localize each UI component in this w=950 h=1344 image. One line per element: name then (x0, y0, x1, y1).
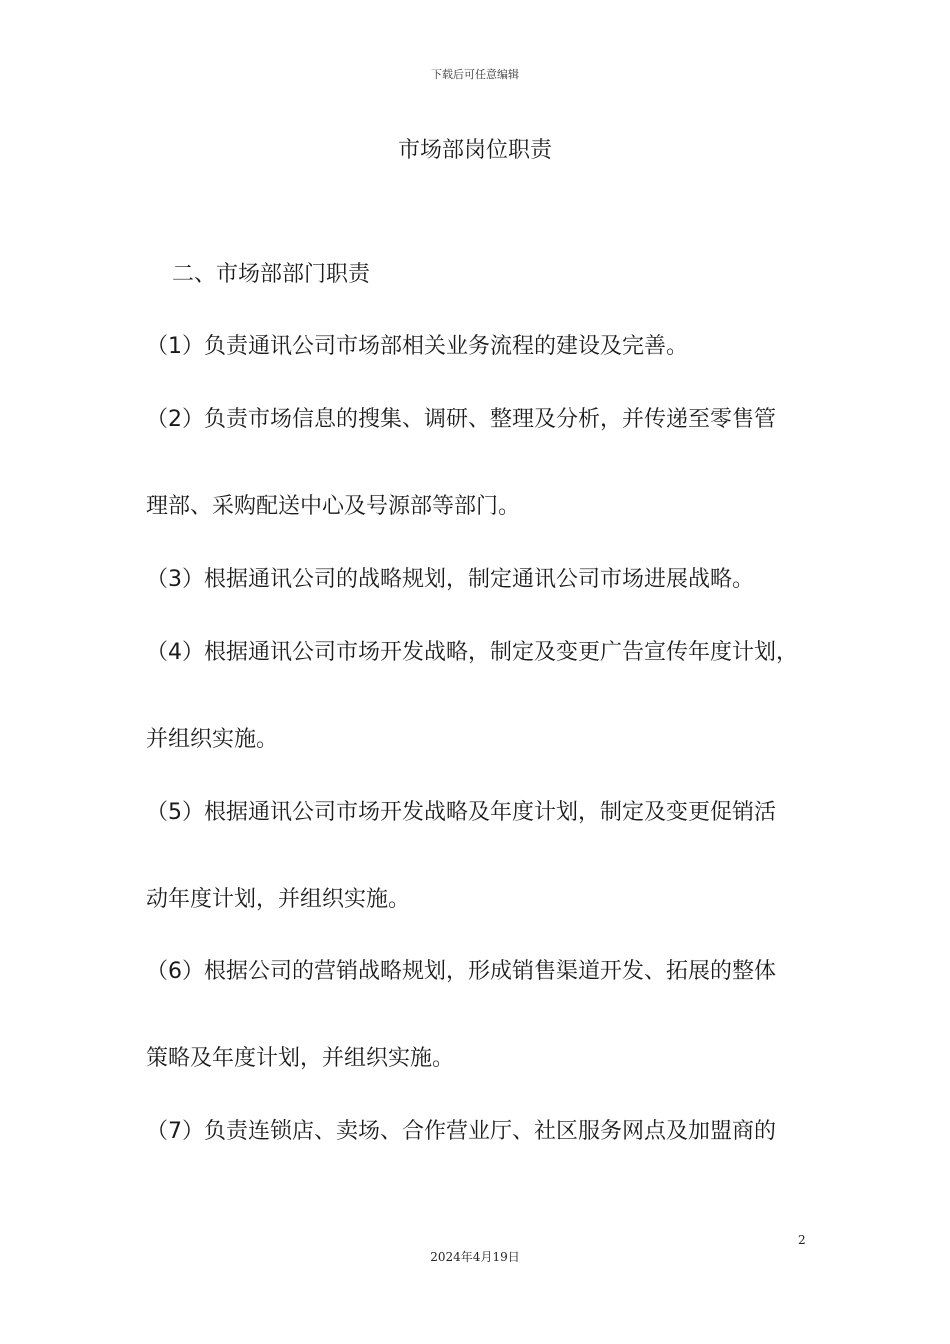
document-title: 市场部岗位职责 (397, 138, 552, 163)
duty-item-3-line-1: （3）根据通讯公司的战略规划，制定通讯公司市场进展战略。 (146, 567, 754, 592)
duty-item-1-line-1: （1）负责通讯公司市场部相关业务流程的建设及完善。 (146, 334, 688, 359)
duty-item-4-line-2: 并组织实施。 (146, 727, 279, 752)
section-heading: 二、市场部部门职责 (172, 262, 371, 287)
duty-item-7-line-1: （7）负责连锁店、卖场、合作营业厅、社区服务网点及加盟商的 (146, 1119, 776, 1144)
duty-item-2-line-2: 理部、采购配送中心及号源部等部门。 (146, 494, 521, 519)
duty-item-5-line-2: 动年度计划，并组织实施。 (146, 887, 411, 912)
duty-item-6-line-1: （6）根据公司的营销战略规划，形成销售渠道开发、拓展的整体 (146, 959, 776, 984)
page-number: 2 (798, 1233, 806, 1247)
footer-date: 2024年4月19日 (430, 1250, 520, 1264)
page-header-note: 下载后可任意编辑 (431, 68, 519, 81)
duty-item-6-line-2: 策略及年度计划，并组织实施。 (146, 1046, 455, 1071)
duty-item-4-line-1: （4）根据通讯公司市场开发战略，制定及变更广告宣传年度计划， (146, 640, 798, 665)
duty-item-5-line-1: （5）根据通讯公司市场开发战略及年度计划，制定及变更促销活 (146, 800, 776, 825)
duty-item-2-line-1: （2）负责市场信息的搜集、调研、整理及分析，并传递至零售管 (146, 407, 776, 432)
